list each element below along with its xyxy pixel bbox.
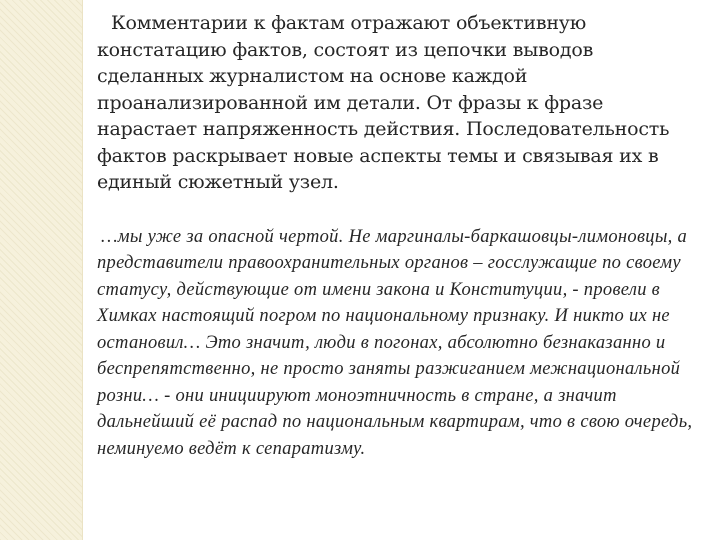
slide-content bbox=[97, 10, 702, 462]
decorative-side-stripe bbox=[0, 0, 82, 540]
stripe-divider bbox=[82, 0, 83, 540]
commentary-paragraph: Комментарии к фактам отражают объективную констатацию фактов, состоят из цепочки выводов сделанных журналистом на основе каждой проанализированной им детали. От фразы к фразе нарастает напряженность действия. Последовательность фактов раскрывает новые аспекты темы и связывая их в единый сюжетный узел. bbox=[97, 12, 670, 193]
quote-paragraph: …мы уже за опасной чертой. Не маргиналы-баркашовцы-лимоновцы, а представители правоохранительных органов – госслужащие по своему статусу, действующие от имени закона и Конституции, - провели в Химках настоящий погром по национальному признаку. И никто их не остановил… Это значит, люди в погонах, абсолютно безнаказанно и беспрепятственно, не просто заняты разжиганием межнациональной розни… - они инициируют моноэтничность в стране, а значит дальнейший её распад по национальным квартирам, что в свою очередь, неминуемо ведёт к сепаратизму. bbox=[97, 226, 693, 459]
